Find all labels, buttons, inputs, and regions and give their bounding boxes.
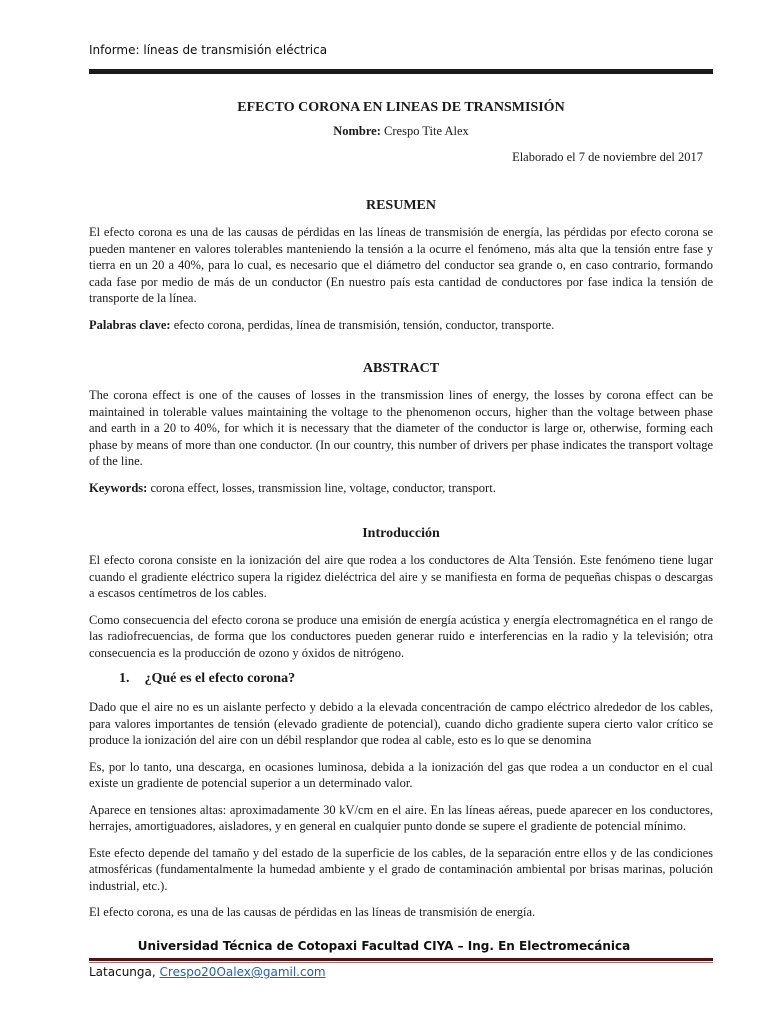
abstract-paragraph: The corona effect is one of the causes of losses in the transmission lines of energy, the losses by corona effect can be maintained in tolerable values maintaining the voltage to the phenomenon occurs, higher than the voltage between phase and earth in a 20 to 40%, for which it is necessary that the diameter of the conductor is large or, otherwise, forming each phase by means of more than one conductor. (In our country, this number of drivers per phase indicates the transport voltage of the line. — [89, 388, 713, 468]
document-title: EFECTO CORONA EN LINEAS DE TRANSMISIÓN — [237, 100, 565, 115]
footer-email-link[interactable]: Crespo20Oalex@gamil.com — [159, 965, 326, 979]
footer-contact — [89, 965, 326, 979]
palabras-clave-value: efecto corona, perdidas, línea de transmisión, tensión, conductor, transporte. — [173, 317, 555, 332]
footer-city: Latacunga, — [89, 965, 156, 979]
author-label: Nombre: — [333, 124, 381, 138]
author-line — [89, 124, 713, 146]
header-rule — [89, 69, 713, 74]
introduccion-heading: Introducción — [362, 526, 440, 541]
page-header-title: Informe: líneas de transmisión eléctrica — [89, 43, 328, 57]
section-1-paragraph-2: Es, por lo tanto, una descarga, en ocasiones luminosa, debida a la ionización del gas que rodea a un conductor en el cual existe un gradiente de potencial superior a un determinado valor. — [89, 759, 713, 790]
section-1-paragraph-5: El efecto corona, es una de las causas de pérdidas en las líneas de transmisión de energía. — [89, 905, 536, 919]
footer-rule-thin — [89, 962, 713, 963]
date-line: Elaborado el 7 de noviembre del 2017 — [512, 150, 703, 164]
section-1-number: 1. — [119, 671, 130, 686]
resumen-heading: RESUMEN — [365, 198, 436, 213]
resumen-paragraph: El efecto corona es una de las causas de pérdidas en las líneas de transmisión de energía, las pérdidas por efecto corona se pueden mantener en valores tolerables manteniendo la tensión a la ocurre el fenómeno, más alta que la tensión entre fase y tierra en un 20 a 40%, para lo cual, es necesario que el diámetro del conductor sea grande o, en caso contrario, formando cada fase por medio de más de un conductor (En nuestro país esta cantidad de conductores por fase indica la tensión de transporte de la línea. — [89, 225, 713, 305]
keywords-label: Keywords: — [89, 480, 148, 495]
abstract-heading: ABSTRACT — [362, 361, 440, 376]
introduccion-paragraph-2: Como consecuencia del efecto corona se produce una emisión de energía acústica y energía electromagnética en el rango de las radiofrecuencias, de forma que los conductores pueden generar ruido e interferencias en la radio y la televisión; otra consecuencia es la producción de ozono y óxidos de nitrógeno. — [89, 612, 713, 660]
palabras-clave-label: Palabras clave: — [89, 317, 171, 332]
section-1-paragraph-1: Dado que el aire no es un aislante perfecto y debido a la elevada concentración de campo eléctrico alrededor de los cables, para valores importantes de tensión (elevado gradiente de potencial), cuando dicho gradiente supera cierto valor crítico se produce la ionización del aire con un débil resplandor que rodea al cable, esto es lo que se denomina — [89, 700, 713, 747]
keywords-value: corona effect, losses, transmission line, voltage, conductor, transport. — [150, 480, 496, 495]
section-1-paragraph-4: Este efecto depende del tamaño y del estado de la superficie de los cables, de la separación entre ellos y de las condiciones atmosféricas (fundamentalmente la humedad ambiente y el grado de contaminación ambiental por brisas marinas, polución industrial, etc.). — [89, 845, 713, 893]
author-name: Crespo Tite Alex — [384, 124, 469, 138]
resumen-keywords — [89, 317, 713, 334]
section-1-paragraph-3: Aparece en tensiones altas: aproximadamente 30 kV/cm en el aire. En las líneas aéreas, puede aparecer en los conductores, herrajes, amortiguadores, aisladores, y en general en cualquier punto donde se supere el gradiente de potencial mínimo. — [89, 802, 713, 833]
introduccion-paragraph-1: El efecto corona consiste en la ionización del aire que rodea a los conductores de Alta Tensión. Este fenómeno tiene lugar cuando el gradiente eléctrico supera la rigidez dieléctrica del aire y se manifiesta en forma de pequeñas chispas o descargas a escasos centímetros de los cables. — [89, 553, 713, 600]
footer-institution: Universidad Técnica de Cotopaxi Facultad CIYA – Ing. En Electromecánica — [137, 939, 631, 953]
abstract-keywords — [89, 480, 713, 497]
section-1-heading — [119, 671, 713, 687]
section-1-title: ¿Qué es el efecto corona? — [144, 671, 296, 686]
footer-rule — [89, 958, 713, 961]
document-body — [89, 100, 713, 931]
